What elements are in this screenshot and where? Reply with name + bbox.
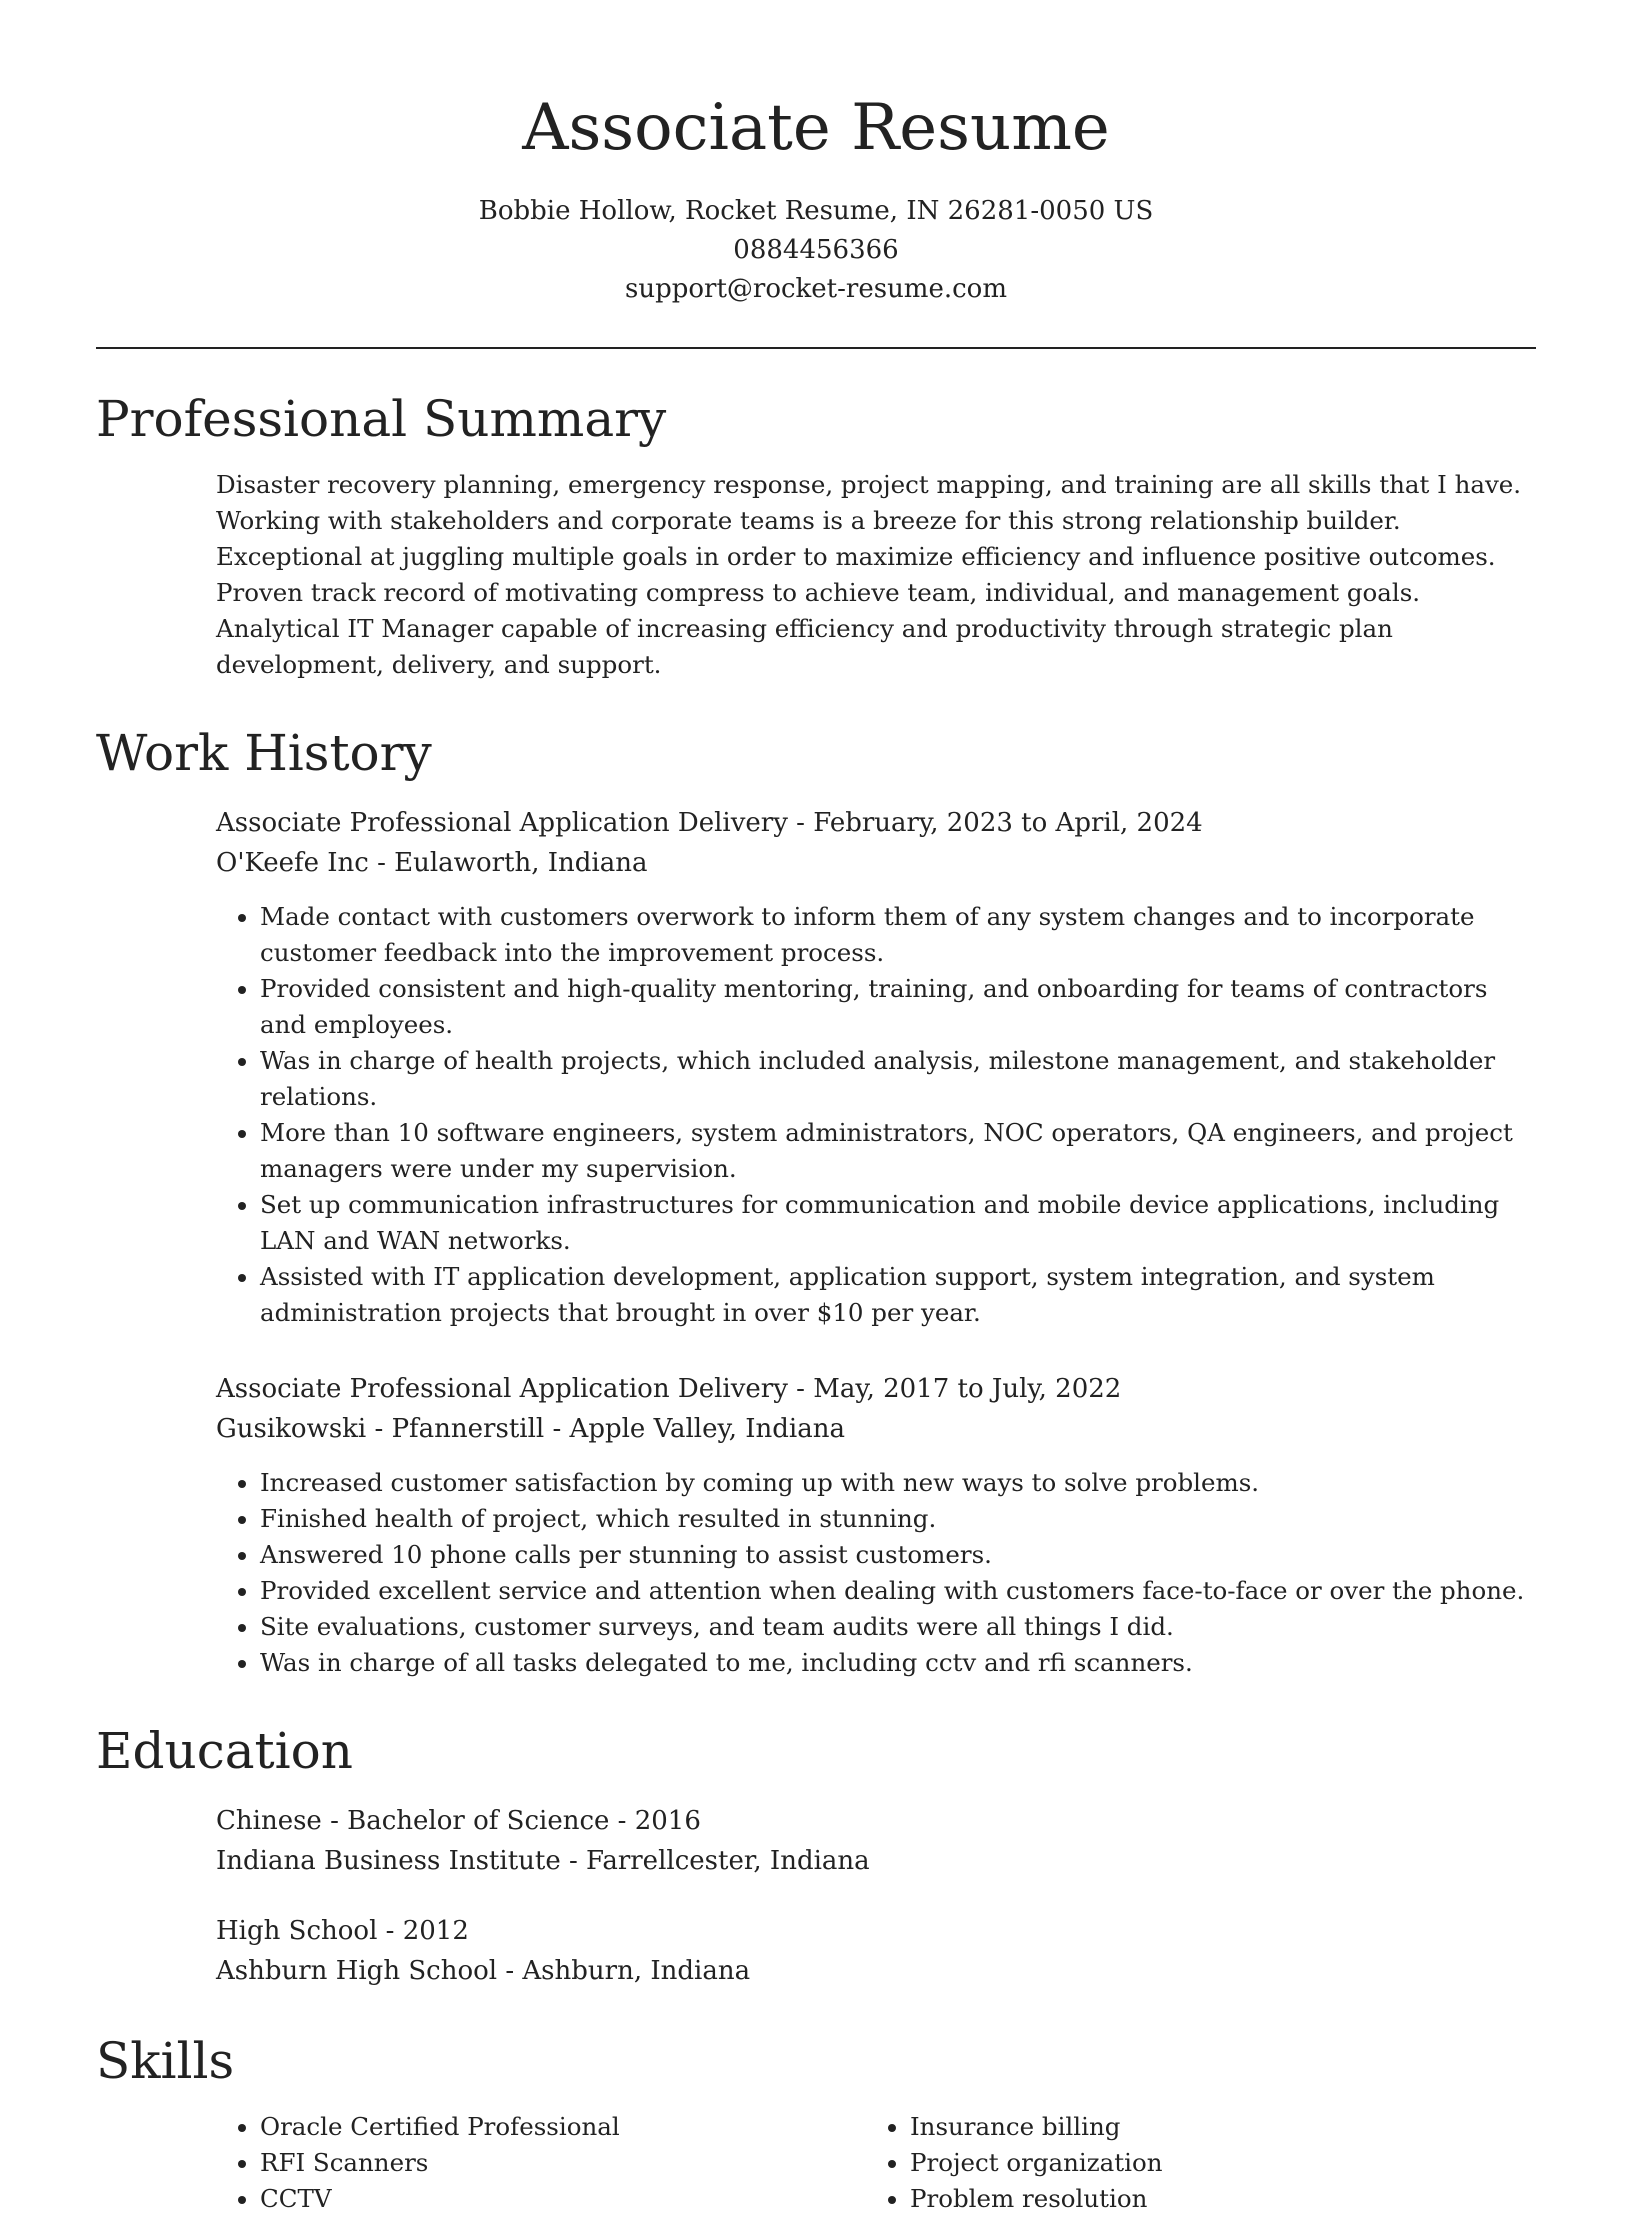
- list-item: • Was in charge of health projects, which included analysis, milestone management, and stakeholder relations.: [260, 1043, 1536, 1115]
- skills-column-left: [216, 2109, 866, 2217]
- resume-header: [0, 0, 1632, 309]
- education-entry: [216, 1911, 1536, 1991]
- job-title-line: [216, 1369, 1536, 1409]
- list-item: • Problem resolution: [910, 2181, 1516, 2217]
- summary-text: Disaster recovery planning, emergency response, project mapping, and training are all skills that I have. Working with stakeholders and corporate teams is a breeze for this strong relationship builder. Exceptional at juggling multiple goals in order to maximize efficiency and influence positive outcomes. Proven track record of motivating compress to achieve team, individual, and management goals. Analytical IT Manager capable of increasing efficiency and productivity through strategic plan development, delivery, and support.: [216, 470, 1522, 679]
- job-company-line: [216, 843, 1536, 883]
- list-item: • Set up communication infrastructures for communication and mobile device applications, including LAN and WAN networks.: [260, 1187, 1536, 1259]
- list-item: • Answered 10 phone calls per stunning to assist customers.: [260, 1537, 1536, 1573]
- education-school-line: [216, 1841, 1536, 1881]
- list-item: • More than 10 software engineers, system administrators, NOC operators, QA engineers, and project managers were under my supervision.: [260, 1115, 1536, 1187]
- education-school-line: [216, 1951, 1536, 1991]
- list-item: • CCTV: [260, 2181, 866, 2217]
- job-location: - Eulaworth, Indiana: [368, 848, 648, 878]
- job-company: Gusikowski - Pfannerstill: [216, 1414, 545, 1444]
- skills-column-right: [866, 2109, 1516, 2217]
- list-item: • Insurance billing: [910, 2109, 1516, 2145]
- job-dates: - May, 2017 to July, 2022: [787, 1374, 1122, 1404]
- list-item: • Increased customer satisfaction by coming up with new ways to solve problems.: [260, 1465, 1536, 1501]
- job-entry: [216, 1369, 1536, 1681]
- contact-block: [0, 192, 1632, 309]
- education-degree-line: [216, 1911, 1536, 1951]
- header-divider: [96, 347, 1536, 349]
- section-title-summary: Professional Summary: [96, 390, 667, 448]
- contact-email: support@rocket-resume.com: [624, 274, 1007, 304]
- summary-section: [216, 467, 1536, 683]
- list-item: • Was in charge of all tasks delegated to me, including cctv and rfi scanners.: [260, 1645, 1536, 1681]
- work-history-section: [216, 803, 1536, 1681]
- section-title-skills: Skills: [96, 2032, 235, 2090]
- contact-address: Bobbie Hollow, Rocket Resume, IN 26281-0050 US: [478, 196, 1154, 226]
- job-location: - Apple Valley, Indiana: [544, 1414, 845, 1444]
- education-school: Indiana Business Institute: [216, 1846, 561, 1876]
- education-degree: High School: [216, 1916, 378, 1946]
- education-section: [216, 1801, 1536, 1991]
- job-entry: [216, 803, 1536, 1331]
- job-title-line: [216, 803, 1536, 843]
- list-item: • Oracle Certified Professional: [260, 2109, 866, 2145]
- education-entry: [216, 1801, 1536, 1881]
- job-title: Associate Professional Application Delivery: [216, 1374, 788, 1404]
- job-bullet-list: [216, 899, 1536, 1331]
- education-degree: Chinese - Bachelor of Science: [216, 1806, 610, 1836]
- education-location: - Ashburn, Indiana: [497, 1956, 751, 1986]
- education-school: Ashburn High School: [216, 1956, 498, 1986]
- list-item: • Project organization: [910, 2145, 1516, 2181]
- job-dates: - February, 2023 to April, 2024: [787, 808, 1203, 838]
- job-company-line: [216, 1409, 1536, 1449]
- section-title-education: Education: [96, 1722, 353, 1780]
- job-bullet-list: [216, 1465, 1536, 1681]
- skills-list-left: [216, 2109, 866, 2217]
- education-year: - 2012: [377, 1916, 469, 1946]
- resume-title: Associate Resume: [522, 91, 1110, 165]
- contact-phone: 0884456366: [733, 235, 899, 265]
- list-item: • Provided consistent and high-quality mentoring, training, and onboarding for teams of contractors and employees.: [260, 971, 1536, 1043]
- skills-grid: [216, 2109, 1536, 2217]
- list-item: • Site evaluations, customer surveys, and team audits were all things I did.: [260, 1609, 1536, 1645]
- education-location: - Farrellcester, Indiana: [560, 1846, 870, 1876]
- list-item: • RFI Scanners: [260, 2145, 866, 2181]
- list-item: • Provided excellent service and attention when dealing with customers face-to-face or over the phone.: [260, 1573, 1536, 1609]
- list-item: • Made contact with customers overwork to inform them of any system changes and to incorporate customer feedback into the improvement process.: [260, 899, 1536, 971]
- skills-section: [216, 2109, 1536, 2217]
- job-company: O'Keefe Inc: [216, 848, 369, 878]
- list-item: • Finished health of project, which resulted in stunning.: [260, 1501, 1536, 1537]
- list-item: • Assisted with IT application development, application support, system integration, and system administration projects that brought in over $10 per year.: [260, 1259, 1536, 1331]
- section-title-work-history: Work History: [96, 724, 432, 782]
- education-degree-line: [216, 1801, 1536, 1841]
- education-year: - 2016: [609, 1806, 701, 1836]
- skills-list-right: [866, 2109, 1516, 2217]
- job-title: Associate Professional Application Delivery: [216, 808, 788, 838]
